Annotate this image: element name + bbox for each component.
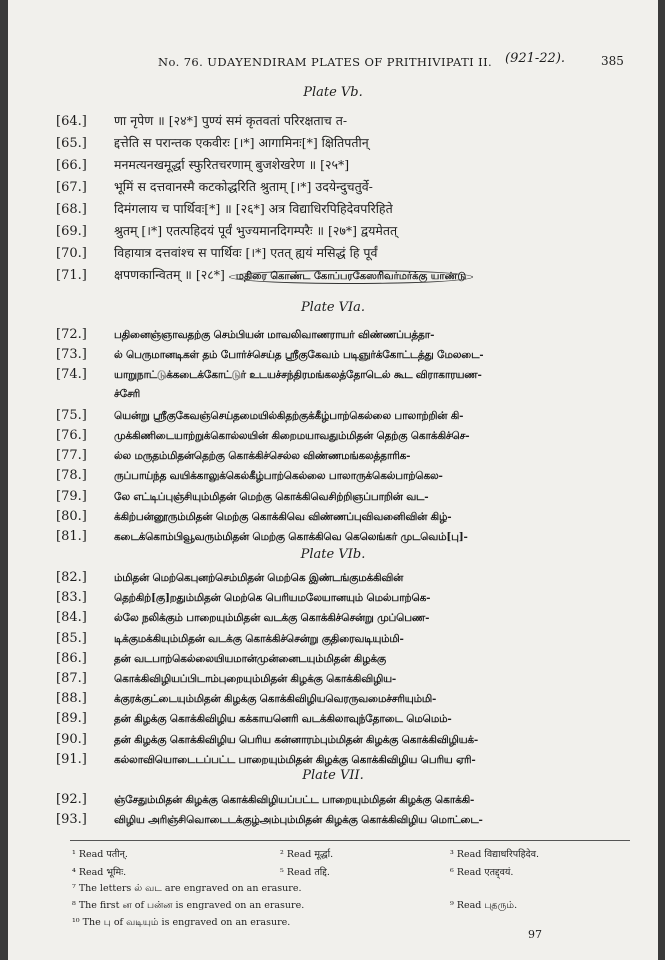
line-number: [69.] (56, 224, 87, 239)
line-text: க்குரக்குட்டையும்மிதன் கிழக்கு கொக்கிவிழியவெரருவமைச்சரியும்மி- (114, 693, 437, 706)
section-title-plate-vii: Plate VII. (302, 768, 364, 783)
footnote: ² Read मूर्द्धा. (280, 849, 334, 860)
line-text: பதினைஞ்ஞாவதற்கு செம்பியன் மாவலிவாணராயர் விண்ணப்பத்தா- (114, 329, 435, 341)
line-text: யென்று ஸ்ரீகுகேவஞ்செய்தமையில்கிதற்குக்கீழ்பாற்கெல்லை பாலாற்றின் கி- (114, 409, 464, 422)
text-line (56, 408, 483, 428)
text-line (56, 347, 483, 367)
text-line (56, 489, 483, 509)
footnote: ³ Read विद्याधरिपहिदेव. (450, 849, 539, 860)
text-line (56, 367, 483, 387)
line-text: विहायात्र दत्तवांश्च स पार्थिवः [।*] एतत् ह्ययं मसिद्धं हि पूर्वं (114, 245, 378, 260)
text-line (56, 327, 483, 347)
document-page (8, 0, 658, 960)
line-number: [80.] (56, 508, 87, 524)
line-text: ல்ல மருதம்மிதன்தெற்கு கொக்கிச்செல்ல விண்ணமங்கலத்தாரிக- (114, 450, 411, 463)
line-number: [85.] (56, 630, 87, 646)
line-text: द्दत्तेति स परान्तक एकवीरः [।*] आगामिनः[*] क्षितिपतीन् (114, 135, 369, 150)
line-text: णा नृपेण ॥ [२४*] पुण्यं समं कृतवतां परिरक्षताच त- (114, 113, 348, 128)
line-number: [88.] (56, 691, 87, 707)
header-title: No. 76. UDAYENDIRAM PLATES OF PRITHIVIPATI II. (158, 55, 493, 69)
line-text: கல்லாவியொடைடப்பட்ட பாறையும்மிதன் கிழக்கு கொக்கிவிழிய பெரிய ஏரி- (114, 753, 476, 766)
line-text: ருப்பாய்ந்த வயிக்காலுக்கெல்கீழ்பாற்கெல்லை பாலாருக்கெல்பாற்கெல- (114, 470, 443, 483)
line-number: [67.] (56, 180, 87, 195)
line-number: [84.] (56, 610, 87, 626)
text-line (56, 448, 483, 468)
line-number: [78.] (56, 468, 87, 484)
footnote: ¹ Read पतीन्. (72, 849, 128, 860)
text-line (56, 244, 473, 266)
text-line (56, 222, 473, 244)
line-text: கடைக்கொம்பிவூவரும்மிதன் மெற்கு கொக்கிவெ கெலெங்கர் முடவெம்[பு]- (114, 530, 468, 543)
section-title-plate-vb: Plate Vb. (303, 85, 363, 100)
line-text: டிக்குமக்கியும்மிதன் வடக்கு கொக்கிச்சென்று குதிரைவடியும்மி- (114, 632, 404, 645)
text-line (56, 428, 483, 448)
folio-number: 97 (528, 928, 542, 941)
text-line (56, 711, 478, 731)
footnotes (70, 840, 630, 928)
text-line (56, 691, 478, 711)
footnote: ¹⁰ The பு of வடியும் is engraved on an erasure. (72, 917, 291, 928)
text-line (56, 134, 473, 156)
line-text: श्रुतम् [।*] एतत्पहिदयं पूर्वं भुज्यमानदिगम्परैः ॥ [२७*] द्वयमेतत् (114, 223, 398, 238)
text-line (56, 570, 478, 590)
plate-via-lines (56, 327, 483, 549)
section-title-plate-vib: Plate VIb. (300, 547, 366, 562)
line-text: ல் பெருமானடிகள் தம் போர்ச்செய்த ஸ்ரீகுகேவம் படிஞுர்க்கோட்டத்து மேலடை- (114, 349, 484, 362)
line-text: தன் கிழக்கு கொக்கிவிழிய கக்காயனெரி வடக்கிலாவுந்தோடை மெமெம்- (114, 713, 452, 726)
line-number: [93.] (56, 812, 87, 828)
text-line (56, 266, 473, 288)
footnote: ⁶ Read एतद्द्वयं. (450, 867, 514, 878)
footnote: ⁴ Read भूमिः. (72, 867, 127, 878)
line-number: [74.] (56, 367, 87, 383)
text-line (56, 610, 478, 630)
text-line (56, 631, 478, 651)
line-number: [83.] (56, 590, 87, 606)
handwritten-date: (921-22). (505, 51, 566, 66)
line-text: ச்சேரி (114, 387, 141, 400)
text-line (56, 812, 483, 832)
text-line (56, 388, 483, 408)
line-number: [87.] (56, 670, 87, 686)
line-number: [79.] (56, 488, 87, 504)
footnote: ⁸ The first ன of பன்ன is engraved on an erasure. (72, 900, 305, 911)
line-text: விழிய அரிஞ்சிவொடைடக்குழ்அம்பும்மிதன் கிழக்கு கொக்கிவிழிய மொட்டை- (114, 814, 483, 827)
line-text: யாறுநாட்டுக்கடைக்கோட்டுர் உடயச்சந்திரமங்கலத்தோடெல் கூட விராகாரயண- (114, 369, 482, 382)
line-number: [68.] (56, 202, 87, 217)
plate-vib-lines (56, 570, 478, 772)
line-number: [75.] (56, 407, 87, 423)
footnote: ⁹ Read புதரும். (450, 900, 518, 911)
line-text: भूमिं स दत्तवानस्मै कटकोद्धरिति श्रुताम् [।*] उदयेन्दुचतुर्वे- (114, 179, 373, 194)
text-line (56, 112, 473, 134)
line-number: [90.] (56, 731, 87, 747)
line-number: [77.] (56, 448, 87, 464)
line-text: முக்கிணிடையாற்றுக்கொல்லயின் கிறைமயாவதும்மிதன் தெற்கு கொக்கிச்செ- (114, 429, 470, 442)
line-number: [81.] (56, 528, 87, 544)
line-text: க்கிற்பன்னூரும்மிதன் மெற்கு கொக்கிவெ விண்ணப்புவிவனைிவின் கிழ்- (114, 510, 452, 523)
text-line (56, 468, 483, 488)
text-line (56, 732, 478, 752)
line-text: தன் கிழக்கு கொக்கிவிழிய பெரிய கன்னாரம்பும்மிதன் கிழக்கு கொக்கிவிழியக்- (114, 733, 479, 746)
line-number: [82.] (56, 570, 87, 585)
page-header (8, 50, 658, 74)
text-line (56, 792, 483, 812)
text-line (56, 200, 473, 222)
line-text: दिमंगलाय च पार्थिवः[*] ॥ [२६*] अत्र विद्याधिरपिहिदेवपरिहिते (114, 201, 393, 216)
line-text: தன் வடபாற்கெல்லையியமான்முன்னைடயும்மிதன் கிழக்கு (114, 652, 386, 665)
section-title-plate-via: Plate VIa. (300, 300, 366, 315)
plate-vb-lines (56, 112, 473, 288)
footnote: ⁵ Read तद्दि. (280, 867, 330, 878)
line-text: मनमत्यनखमूर्द्धा स्फुरितचरणाम् बुजशेखरेण ॥ [२५*] (114, 157, 350, 172)
line-text: ஞ்சேதும்மிதன் கிழக்கு கொக்கிவிழியப்பட்ட பாறையும்மிதன் கிழக்கு கொக்கி- (114, 794, 475, 806)
line-number: [92.] (56, 792, 87, 807)
line-text: ம்மிதன் மெற்கெபுனற்செம்மிதன் மெற்கெ இண்டங்குமக்கிவின் (114, 572, 404, 584)
text-line (56, 671, 478, 691)
line-number: [64.] (56, 114, 87, 129)
text-line (56, 590, 478, 610)
line-text: ல்லே நலிக்கும் பாறையும்மிதன் வடக்கு கொக்கிச்சென்று முப்பெண- (114, 612, 430, 625)
line-text: லே எட்டிப்புஞ்சியும்மிதன் மெற்கு கொக்கிவெசிற்றிஞப்பாறின் வட- (114, 490, 429, 503)
line-number: [76.] (56, 427, 87, 443)
footnote: ⁷ The letters ல் வட are engraved on an erasure. (72, 883, 302, 894)
line-number: [86.] (56, 650, 87, 666)
tamil-tail-text: மதிரை கொண்ட கோப்பரகேஸரிவர்மர்க்கு யாண்டு (229, 270, 473, 284)
line-number: [66.] (56, 158, 87, 173)
line-number: [72.] (56, 327, 87, 342)
line-number: [73.] (56, 347, 87, 363)
text-line (56, 509, 483, 529)
text-line (56, 156, 473, 178)
line-number: [89.] (56, 711, 87, 727)
line-number: [91.] (56, 751, 87, 767)
line-number: [70.] (56, 246, 87, 261)
line-text: தெற்கிற்[கு]றதும்மிதன் மெற்கெ பெரியமலேயானயும் மெல்பாற்கெ- (114, 592, 431, 605)
text-line (56, 651, 478, 671)
line-number: [65.] (56, 136, 87, 151)
plate-vii-lines (56, 792, 483, 832)
page-number: 385 (601, 54, 624, 68)
text-line (56, 178, 473, 200)
line-number: [71.] (56, 268, 87, 283)
line-text: கொக்கிவிழியப்பிடாம்புறையும்மிதன் கிழக்கு கொக்கிவிழிய- (114, 672, 397, 685)
line-text: क्षपणकान्वितम् ॥ [२८*] (114, 267, 225, 282)
